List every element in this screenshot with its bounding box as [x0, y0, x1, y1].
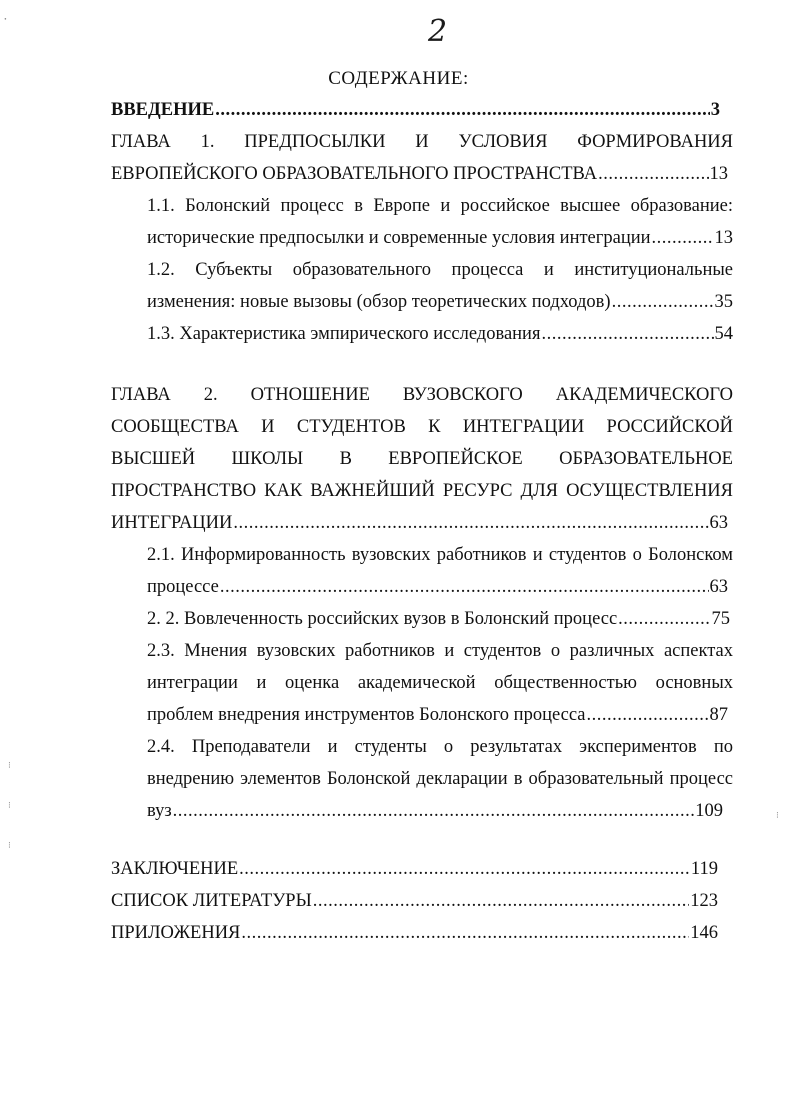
- toc-chapter2-line4[interactable]: ПРОСТРАНСТВО КАК ВАЖНЕЙШИЙ РЕСУРС ДЛЯ ОСУЩЕСТВЛЕНИЯ: [111, 481, 733, 501]
- toc-section-2-4-line3: вуз: [147, 801, 172, 821]
- toc-section-1-1-line2: исторические предпосылки и современные условия интеграции: [147, 228, 651, 248]
- dot-leader: [313, 891, 690, 912]
- page-title: СОДЕРЖАНИЕ:: [328, 68, 469, 89]
- toc-references-page: 123: [690, 891, 718, 911]
- scan-speck: ⁝: [8, 760, 11, 770]
- toc-entry-section-1-2[interactable]: [147, 292, 733, 313]
- dot-leader: [239, 859, 690, 880]
- toc-section-1-2-page: 35: [714, 292, 733, 312]
- dot-leader: [233, 513, 708, 534]
- toc-section-2-4-line1[interactable]: 2.4. Преподаватели и студенты о результатах экспериментов по: [147, 737, 733, 757]
- toc-section-2-2-page: 75: [711, 609, 730, 629]
- dot-leader: [541, 324, 713, 345]
- toc-entry-chapter2[interactable]: [111, 513, 728, 534]
- toc-section-2-4-page: 109: [695, 801, 723, 821]
- toc-entry-section-1-3[interactable]: [147, 324, 733, 345]
- toc-entry-section-2-1[interactable]: [147, 577, 728, 598]
- toc-entry-conclusion[interactable]: [111, 859, 718, 880]
- toc-chapter2-line2[interactable]: СООБЩЕСТВА И СТУДЕНТОВ К ИНТЕГРАЦИИ РОССИЙСКОЙ: [111, 417, 733, 437]
- toc-entry-section-1-1[interactable]: [147, 228, 733, 249]
- toc-entry-section-2-4[interactable]: [147, 801, 723, 822]
- toc-section-2-3-line2[interactable]: интеграции и оценка академической общественностью основных: [147, 673, 733, 693]
- toc-section-1-3-page: 54: [714, 324, 733, 344]
- toc-chapter2-line1[interactable]: ГЛАВА 2. ОТНОШЕНИЕ ВУЗОВСКОГО АКАДЕМИЧЕСКОГО: [111, 385, 733, 405]
- toc-section-2-1-line2: процессе: [147, 577, 219, 597]
- toc-chapter2-line3[interactable]: ВЫСШЕЙ ШКОЛЫ В ЕВРОПЕЙСКОЕ ОБРАЗОВАТЕЛЬНОЕ: [111, 449, 733, 469]
- scan-speck: ⁝: [8, 840, 11, 850]
- toc-section-2-3-line1[interactable]: 2.3. Мнения вузовских работников и студентов о различных аспектах: [147, 641, 733, 661]
- toc-section-1-1-page: 13: [714, 228, 733, 248]
- toc-entry-intro[interactable]: [111, 100, 720, 121]
- dot-leader: [173, 801, 695, 822]
- toc-entry-section-2-3[interactable]: [147, 705, 728, 726]
- dot-leader: [618, 609, 710, 630]
- toc-conclusion-label: ЗАКЛЮЧЕНИЕ: [111, 859, 239, 879]
- dot-leader: [220, 577, 709, 598]
- dot-leader: [652, 228, 714, 249]
- toc-section-1-2-line2: изменения: новые вызовы (обзор теоретических подходов): [147, 292, 611, 312]
- toc-chapter2-line5: ИНТЕГРАЦИИ: [111, 513, 233, 533]
- toc-intro-label: ВВЕДЕНИЕ: [111, 100, 215, 120]
- toc-appendix-page: 146: [690, 923, 718, 943]
- toc-entry-section-2-2[interactable]: [147, 609, 730, 630]
- scan-speck: ⁝: [8, 800, 11, 810]
- toc-section-2-3-page: 87: [709, 705, 728, 725]
- toc-entry-appendix[interactable]: [111, 923, 718, 944]
- dot-leader: [587, 705, 709, 726]
- scan-speck: ⁝: [776, 810, 779, 820]
- toc-section-1-3-label: 1.3. Характеристика эмпирического исследования: [147, 324, 541, 344]
- toc-chapter2-page: 63: [709, 513, 728, 533]
- toc-section-2-4-line2[interactable]: внедрению элементов Болонской декларации в образовательный процесс: [147, 769, 733, 789]
- toc-section-2-1-line1[interactable]: 2.1. Информированность вузовских работников и студентов о Болонском: [147, 545, 733, 565]
- dot-leader: [241, 923, 689, 944]
- toc-section-2-1-page: 63: [709, 577, 728, 597]
- toc-conclusion-page: 119: [690, 859, 718, 879]
- toc-entry-chapter1[interactable]: [111, 164, 728, 185]
- scan-speck: ꞏ: [4, 14, 7, 24]
- toc-section-2-2-label: 2. 2. Вовлеченность российских вузов в Болонский процесс: [147, 609, 618, 629]
- toc-chapter1-line2: ЕВРОПЕЙСКОГО ОБРАЗОВАТЕЛЬНОГО ПРОСТРАНСТВА: [111, 164, 598, 184]
- toc-intro-page: 3: [710, 100, 720, 120]
- handwritten-page-number: 2: [428, 14, 448, 49]
- toc-section-1-1-line1[interactable]: 1.1. Болонский процесс в Европе и российское высшее образование:: [147, 196, 733, 216]
- toc-chapter1-page: 13: [709, 164, 728, 184]
- toc-chapter1-line1[interactable]: ГЛАВА 1. ПРЕДПОСЫЛКИ И УСЛОВИЯ ФОРМИРОВАНИЯ: [111, 132, 733, 152]
- toc-section-2-3-line3: проблем внедрения инструментов Болонского процесса: [147, 705, 586, 725]
- dot-leader: [612, 292, 714, 313]
- toc-entry-references[interactable]: [111, 891, 718, 912]
- toc-appendix-label: ПРИЛОЖЕНИЯ: [111, 923, 241, 943]
- toc-references-label: СПИСОК ЛИТЕРАТУРЫ: [111, 891, 312, 911]
- dot-leader: [598, 164, 708, 185]
- dot-leader: [215, 100, 710, 121]
- toc-section-1-2-line1[interactable]: 1.2. Субъекты образовательного процесса и институциональные: [147, 260, 733, 280]
